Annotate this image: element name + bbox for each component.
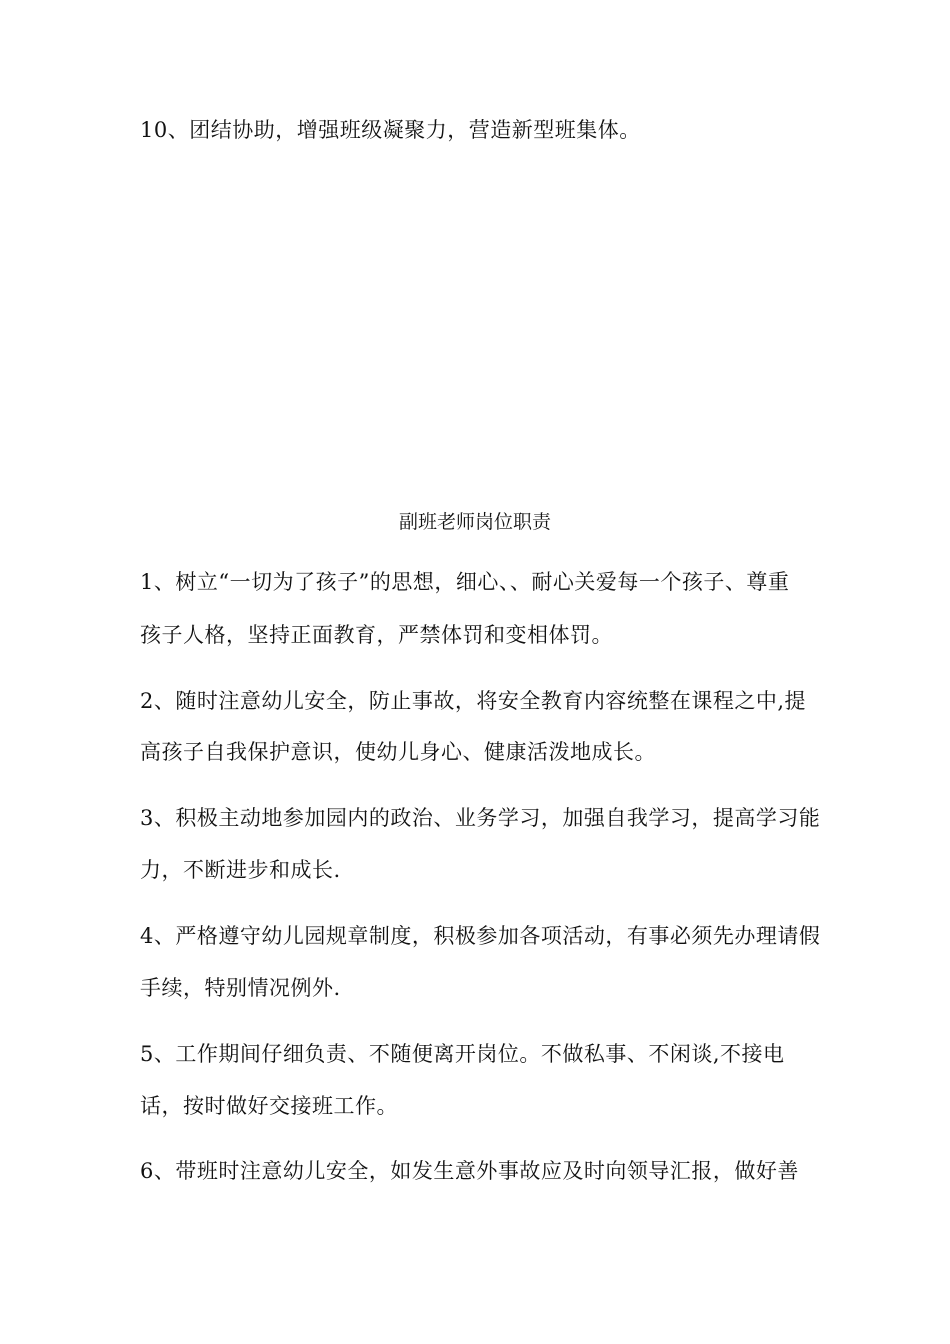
duty-item-6-line-1: 6、带班时注意幼儿安全，如发生意外事故应及时向领导汇报，做好善 (140, 1159, 799, 1183)
duty-item-1-line-1: 1、树立“一切为了孩子”的思想，细心、、耐心关爱每一个孩子、尊重 (140, 570, 790, 594)
duty-item-5-line-2: 话，按时做好交接班工作。 (140, 1094, 398, 1118)
duty-item-3-line-2: 力，不断进步和成长. (140, 858, 341, 882)
duty-item-4-line-1: 4、严格遵守幼儿园规章制度，积极参加各项活动，有事必须先办理请假 (140, 924, 821, 948)
duty-item-5-line-1: 5、工作期间仔细负责、不随便离开岗位。不做私事、不闲谈,不接电 (140, 1042, 785, 1066)
duty-item-2-line-1: 2、随时注意幼儿安全，防止事故，将安全教育内容统整在课程之中,提 (140, 689, 807, 713)
duty-item-3-line-1: 3、积极主动地参加园内的政治、业务学习，加强自我学习，提高学习能 (140, 806, 821, 830)
duty-item-1-line-2: 孩子人格，坚持正面教育，严禁体罚和变相体罚。 (140, 623, 613, 647)
duty-item-2-line-2: 高孩子自我保护意识，使幼儿身心、健康活泼地成长。 (140, 740, 656, 764)
intro-item-10: 10、团结协助，增强班级凝聚力，营造新型班集体。 (140, 118, 641, 142)
duty-item-4-line-2: 手续，特别情况例外. (140, 976, 341, 1000)
section-title: 副班老师岗位职责 (398, 511, 551, 533)
